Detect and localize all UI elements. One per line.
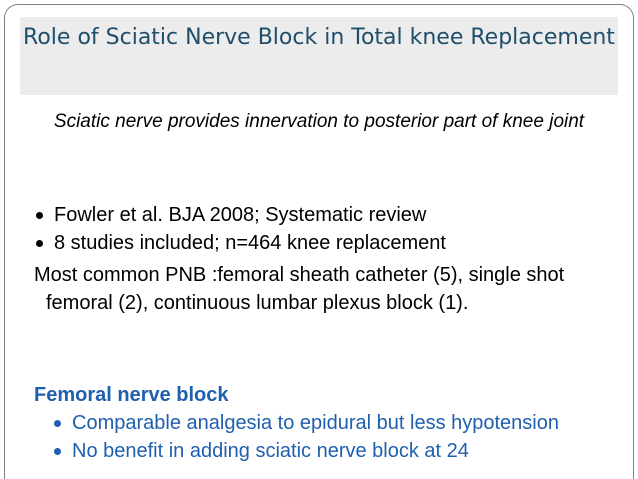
section-heading: Femoral nerve block	[34, 384, 229, 406]
sub-bullet-text: No benefit in adding sciatic nerve block at 24	[72, 440, 469, 461]
bullet-icon	[36, 240, 43, 247]
sub-bullet-list	[48, 409, 568, 461]
bullet-list	[30, 201, 630, 257]
sub-bullet-text: Comparable analgesia to epidural but less hypotension	[72, 412, 559, 434]
bullet-text: 8 studies included; n=464 knee replacement	[54, 232, 446, 254]
slide-title: Role of Sciatic Nerve Block in Total knee Replacement	[23, 25, 615, 50]
list-item	[30, 229, 630, 257]
bullet-text: Fowler et al. BJA 2008; Systematic review	[54, 204, 427, 226]
list-item	[30, 201, 630, 229]
bullet-icon	[36, 212, 43, 219]
bullet-icon	[54, 420, 61, 427]
list-item	[48, 409, 568, 437]
pnb-paragraph: Most common PNB :femoral sheath catheter (5), single shot femoral (2), continuous lumbar plexus block (1).	[34, 264, 565, 314]
bullet-icon	[54, 448, 61, 455]
list-item	[48, 437, 568, 461]
slide-subtitle: Sciatic nerve provides innervation to posterior part of knee joint	[53, 111, 585, 132]
